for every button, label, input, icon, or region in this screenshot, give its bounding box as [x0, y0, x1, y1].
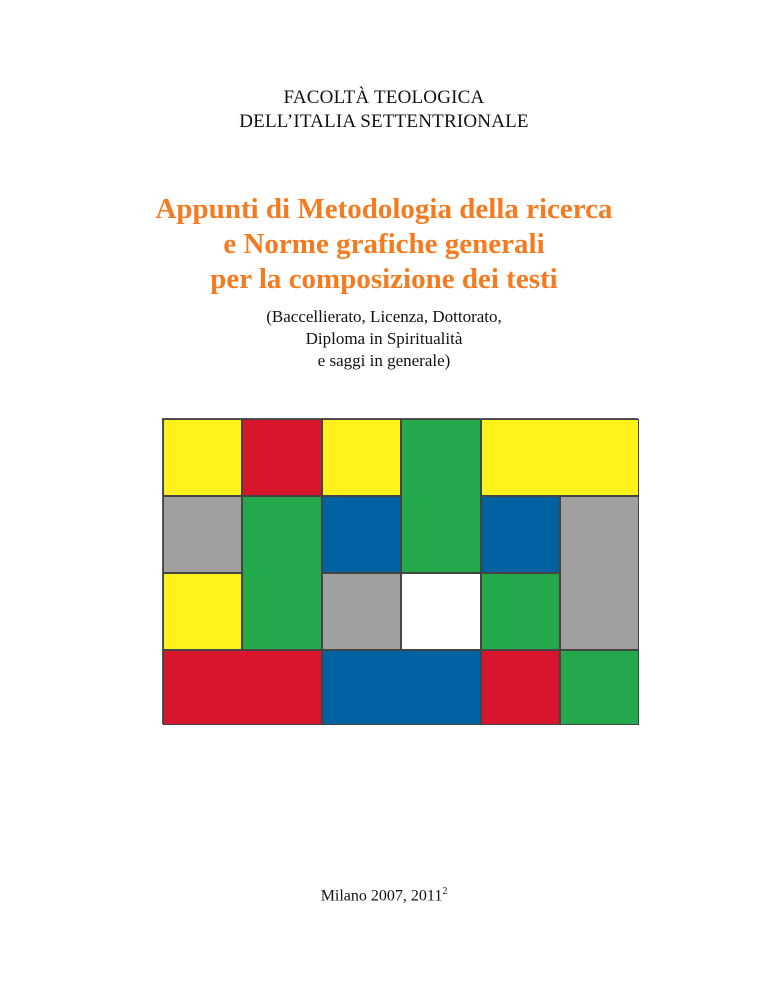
title-line-1: Appunti di Metodologia della ricerca — [155, 193, 613, 225]
subtitle-line-1: (Baccellierato, Licenza, Dottorato, — [266, 307, 502, 326]
mosaic-tile-red — [242, 419, 322, 496]
mosaic-tile-red — [481, 650, 560, 725]
document-title — [0, 192, 768, 297]
title-line-2: e Norme grafiche generali — [223, 228, 545, 260]
mosaic-tile-blue — [322, 650, 481, 725]
mosaic-tile-green — [242, 496, 322, 650]
mosaic-tile-white — [401, 573, 481, 650]
mosaic-tile-red — [163, 650, 322, 725]
institution-line-1: FACOLTÀ TEOLOGICA — [283, 87, 485, 108]
subtitle-line-2: Diploma in Spiritualità — [305, 329, 463, 348]
subtitle-line-3: e saggi in generale) — [317, 351, 451, 370]
mosaic-tile-gray — [560, 496, 639, 650]
institution-line-2: DELL’ITALIA SETTENTRIONALE — [239, 111, 529, 132]
mosaic-tile-yellow — [163, 419, 242, 496]
mosaic-tile-blue — [481, 496, 560, 573]
mosaic-tile-green — [560, 650, 639, 725]
mosaic-tile-gray — [163, 496, 242, 573]
mosaic-tile-blue — [322, 496, 401, 573]
publication-place-date — [0, 882, 768, 906]
mosaic-tile-green — [401, 419, 481, 573]
mosaic-tile-yellow — [322, 419, 401, 496]
edition-superscript: 2 — [442, 886, 448, 897]
mosaic-tile-gray — [322, 573, 401, 650]
color-mosaic — [162, 418, 638, 724]
place-and-years: Milano 2007, 2011 — [320, 887, 443, 905]
document-subtitle — [0, 306, 768, 372]
institution-name — [0, 86, 768, 134]
mosaic-tile-yellow — [481, 419, 639, 496]
title-line-3: per la composizione dei testi — [210, 263, 558, 295]
mosaic-tile-green — [481, 573, 560, 650]
mosaic-tile-yellow — [163, 573, 242, 650]
